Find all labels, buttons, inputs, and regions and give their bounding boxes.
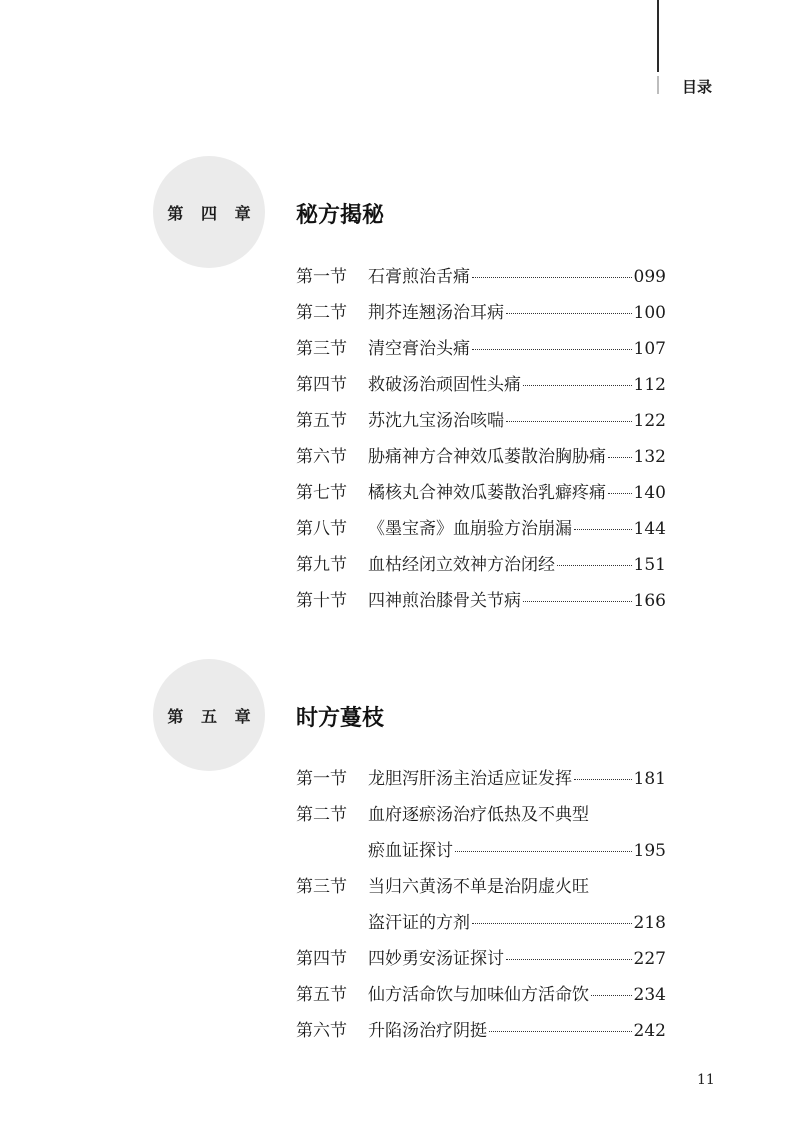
page-ref: 195 [633,840,666,861]
section-title: 血府逐瘀汤治疗低热及不典型 [368,804,589,825]
toc-list [296,758,666,1046]
page-number: 11 [697,1072,715,1088]
toc-entry[interactable] [296,974,666,1010]
leader-dots [506,959,632,960]
chapter-badge [153,659,265,771]
section-title: 血枯经闭立效神方治闭经 [368,554,555,575]
section-label: 目录 [682,78,713,96]
toc-entry[interactable] [296,292,666,328]
leader-dots [591,995,632,996]
page-ref: 144 [633,518,666,539]
section-title: 石膏煎治舌痛 [368,266,470,287]
toc-entry[interactable] [296,544,666,580]
leader-dots [489,1031,632,1032]
toc-entry[interactable] [296,400,666,436]
section-title: 四神煎治膝骨关节病 [368,590,521,611]
section-title: 救破汤治顽固性头痛 [368,374,521,395]
leader-dots [523,601,632,602]
leader-dots [506,421,632,422]
toc-entry[interactable] [296,328,666,364]
toc-entry[interactable] [296,580,666,616]
leader-dots [574,529,632,530]
header-rule-light [657,76,659,94]
leader-dots [523,385,632,386]
leader-dots [557,565,632,566]
section-title: 四妙勇安汤证探讨 [368,948,504,969]
header-rule-dark [657,0,659,72]
toc-entry-continuation[interactable] [296,902,666,938]
section-number: 第三节 [296,338,347,359]
section-number: 第一节 [296,768,347,789]
section-number: 第四节 [296,948,347,969]
toc-entry[interactable] [296,508,666,544]
leader-dots [472,923,632,924]
page-ref: 099 [633,266,666,287]
page-ref: 166 [633,590,666,611]
leader-dots [608,457,632,458]
section-number: 第三节 [296,876,347,897]
section-title-continuation: 盗汗证的方剂 [368,912,470,933]
section-title: 苏沈九宝汤治咳喘 [368,410,504,431]
section-number: 第六节 [296,1020,347,1041]
page-ref: 151 [633,554,666,575]
chapter-title: 时方蔓枝 [296,706,385,731]
page-ref: 242 [633,1020,666,1041]
section-title: 仙方活命饮与加味仙方活命饮 [368,984,589,1005]
section-number: 第八节 [296,518,347,539]
section-title: 升陷汤治疗阴挺 [368,1020,487,1041]
section-title: 橘核丸合神效瓜蒌散治乳癖疼痛 [368,482,606,503]
section-title: 荆芥连翘汤治耳病 [368,302,504,323]
page-ref: 181 [633,768,666,789]
page-ref: 100 [633,302,666,323]
section-title-continuation: 瘀血证探讨 [368,840,453,861]
page-ref: 107 [633,338,666,359]
page-ref: 122 [633,410,666,431]
section-number: 第六节 [296,446,347,467]
leader-dots [472,349,632,350]
page-ref: 227 [633,948,666,969]
toc-entry-continuation[interactable] [296,830,666,866]
toc-entry[interactable] [296,758,666,794]
page-ref: 234 [633,984,666,1005]
section-title: 《墨宝斋》血崩验方治崩漏 [368,518,572,539]
section-number: 第九节 [296,554,347,575]
chapter-label: 第 四 章 [167,203,257,223]
leader-dots [608,493,632,494]
page-ref: 132 [633,446,666,467]
toc-entry[interactable] [296,364,666,400]
toc-entry[interactable] [296,436,666,472]
section-number: 第二节 [296,804,347,825]
section-number: 第十节 [296,590,347,611]
section-title: 当归六黄汤不单是治阴虚火旺 [368,876,589,897]
chapter-title: 秘方揭秘 [296,203,385,228]
leader-dots [472,277,632,278]
leader-dots [506,313,632,314]
page-ref: 218 [633,912,666,933]
toc-entry[interactable] [296,866,666,902]
chapter-badge [153,156,265,268]
leader-dots [455,851,632,852]
page-ref: 140 [633,482,666,503]
leader-dots [574,779,632,780]
chapter-label: 第 五 章 [167,706,257,726]
section-number: 第四节 [296,374,347,395]
toc-entry[interactable] [296,938,666,974]
section-title: 胁痛神方合神效瓜蒌散治胸胁痛 [368,446,606,467]
section-title: 清空膏治头痛 [368,338,470,359]
toc-list [296,256,666,616]
section-number: 第五节 [296,984,347,1005]
section-number: 第一节 [296,266,347,287]
toc-entry[interactable] [296,1010,666,1046]
toc-entry[interactable] [296,256,666,292]
toc-entry[interactable] [296,472,666,508]
section-number: 第二节 [296,302,347,323]
section-title: 龙胆泻肝汤主治适应证发挥 [368,768,572,789]
page-ref: 112 [633,374,666,395]
toc-entry[interactable] [296,794,666,830]
section-number: 第五节 [296,410,347,431]
section-number: 第七节 [296,482,347,503]
